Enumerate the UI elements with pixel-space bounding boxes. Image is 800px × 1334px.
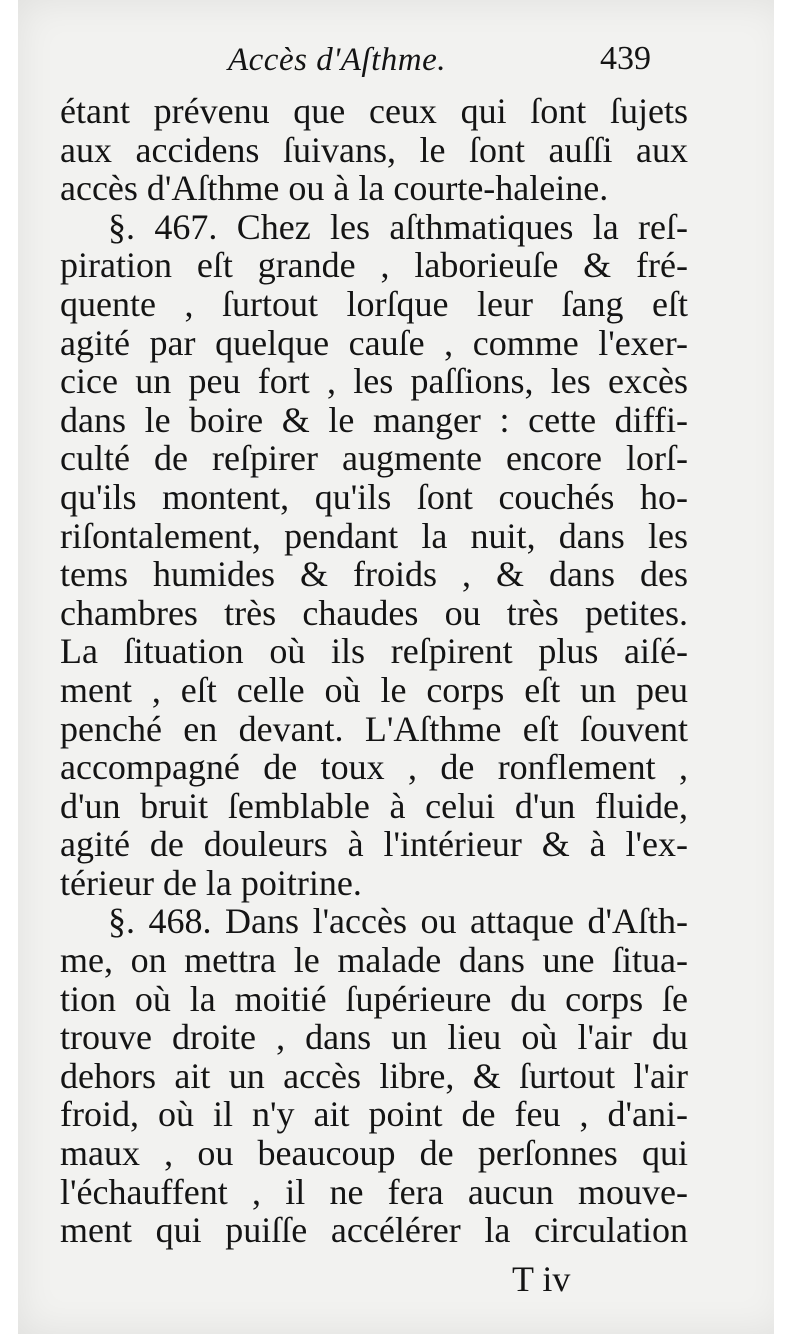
text-line: ment , eſt celle où le corps eſt un peu — [60, 669, 688, 710]
text-line: culté de reſpirer augmente encore lorſ- — [60, 438, 688, 479]
text-line: me, on mettra le malade dans une ſitua- — [60, 940, 688, 981]
text-line: d'un bruit ſemblable à celui d'un fluide, — [60, 785, 688, 826]
text-line: agité de douleurs à l'intérieur & à l'ex- — [60, 824, 688, 865]
text-line: aux accidens ſuivans, le ſont auſſi aux — [60, 129, 688, 170]
text-line: chambres très chaudes ou très petites. — [60, 592, 688, 633]
text-line: maux , ou beaucoup de perſonnes qui — [60, 1133, 688, 1174]
text-line: piration eſt grande , laborieuſe & fré- — [60, 245, 688, 286]
text-line: riſontalement, pendant la nuit, dans les — [60, 515, 688, 556]
text-line: dans le boire & le manger : cette diffi- — [60, 399, 688, 440]
text-line: tems humides & froids , & dans des — [60, 554, 688, 595]
book-page — [18, 0, 788, 1334]
text-line: trouve droite , dans un lieu où l'air du — [60, 1017, 688, 1058]
page-edge — [774, 0, 788, 1334]
text-line: penché en devant. L'Aſthme eſt ſouvent — [60, 708, 688, 749]
text-line: dehors ait un accès libre, & ſurtout l'air — [60, 1055, 688, 1096]
body-text — [60, 92, 688, 1250]
section-468-start: §. 468. Dans l'accès ou attaque d'Aſth- — [108, 901, 688, 942]
page-number: 439 — [600, 40, 651, 77]
text-line: ment qui puiſſe accélérer la circulation — [60, 1210, 688, 1251]
text-line: accompagné de toux , de ronflement , — [60, 747, 688, 788]
page-header — [18, 36, 788, 96]
text-line: cice un peu fort , les paſſions, les excès — [60, 361, 688, 402]
text-line: l'échauffent , il ne fera aucun mouve- — [60, 1171, 688, 1212]
text-line: qu'ils montent, qu'ils ſont couchés ho- — [60, 476, 688, 517]
signature-mark: T iv — [512, 1259, 571, 1299]
text-line: La ſituation où ils reſpirent plus aiſé- — [60, 631, 688, 672]
text-line: étant prévenu que ceux qui ſont ſujets — [60, 91, 688, 131]
running-title: Accès d'Aſthme. — [228, 42, 446, 78]
text-line: quente , ſurtout lorſque leur ſang eſt — [60, 283, 688, 324]
text-line: agité par quelque cauſe , comme l'exer- — [60, 322, 688, 363]
text-line: froid, où il n'y ait point de feu , d'ani- — [60, 1094, 688, 1135]
text-line: térieur de la poitrine. — [60, 862, 362, 903]
section-467-start: §. 467. Chez les aſthmatiques la reſ- — [108, 206, 688, 247]
text-line: accès d'Aſthme ou à la courte-haleine. — [60, 168, 609, 209]
text-line: tion où la moitié ſupérieure du corps ſe — [60, 978, 688, 1019]
